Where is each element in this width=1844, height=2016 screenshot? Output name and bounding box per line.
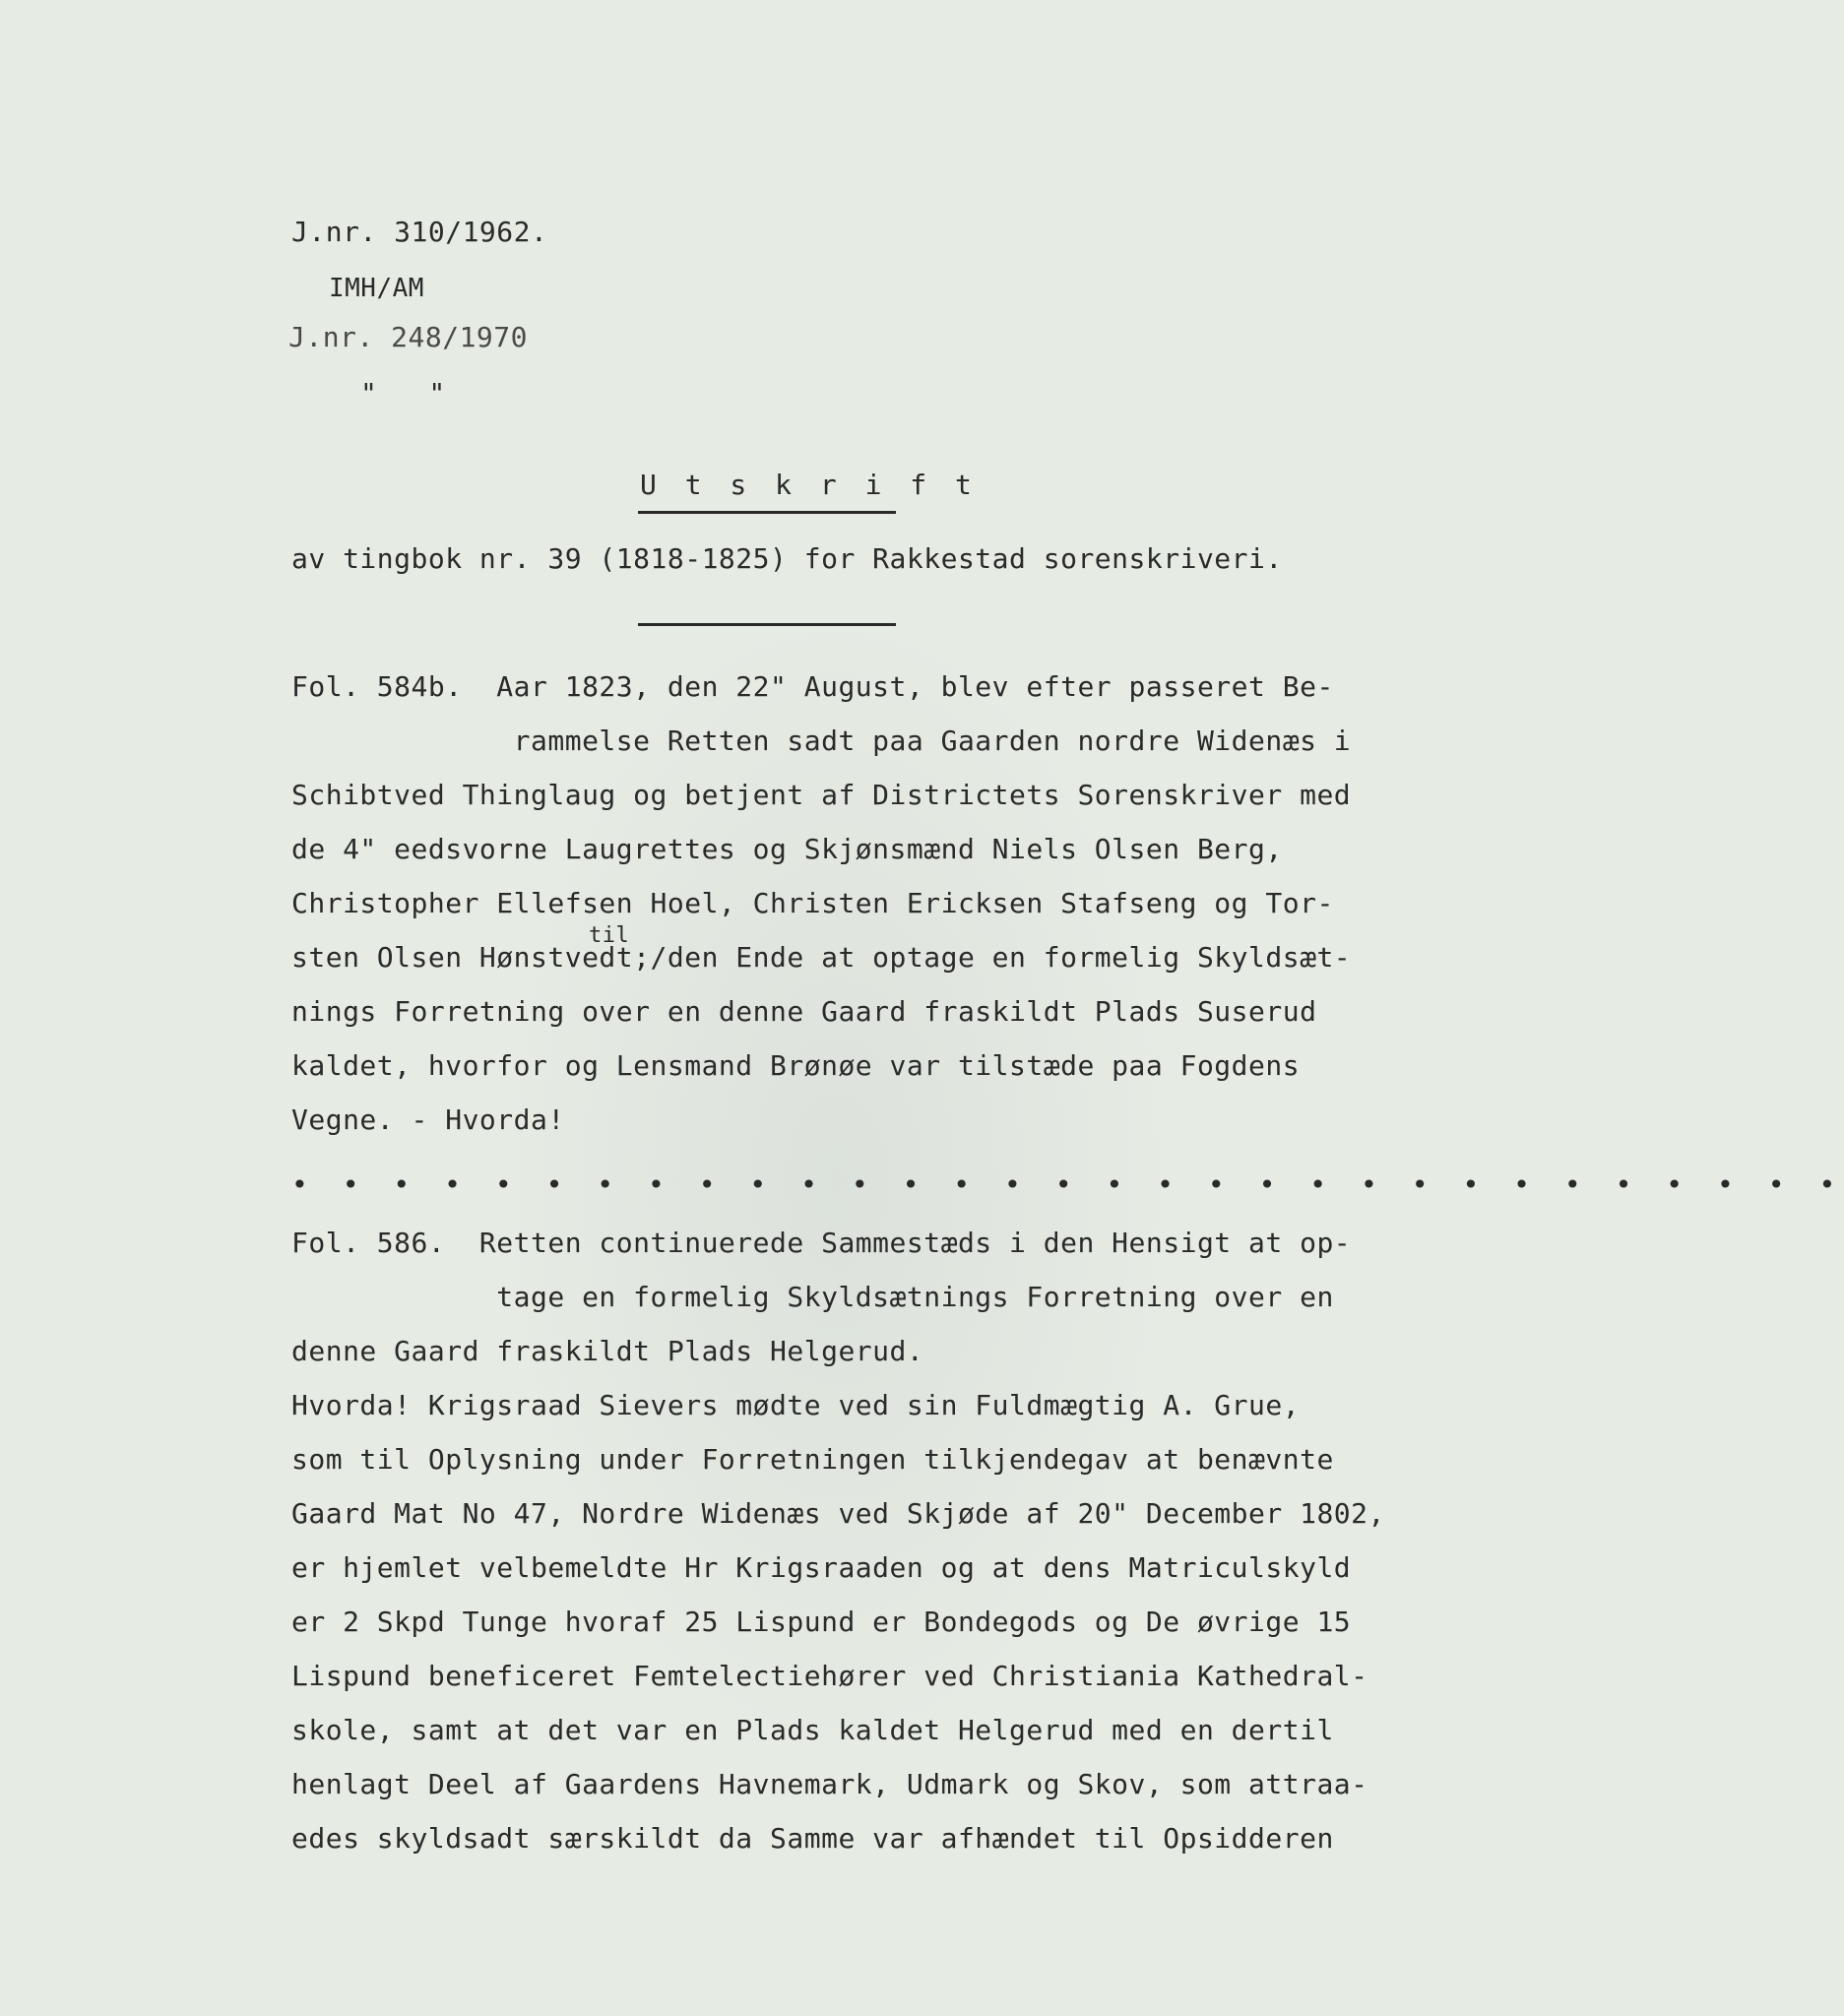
- text-line: Fol. 584b. Aar 1823, den 22" August, blev efter passeret Be-: [291, 670, 1334, 703]
- text-line: Christopher Ellefsen Hoel, Christen Ericksen Stafseng og Tor-: [291, 887, 1334, 919]
- subtitle: av tingbok nr. 39 (1818-1825) for Rakkestad sorenskriveri.: [291, 542, 1283, 575]
- journal-number-1: J.nr. 310/1962.: [291, 216, 548, 248]
- text-line: denne Gaard fraskildt Plads Helgerud.: [291, 1335, 924, 1367]
- initials: IMH/AM: [329, 274, 424, 303]
- journal-number-2: J.nr. 248/1970: [288, 321, 529, 353]
- text-line: er 2 Skpd Tunge hvoraf 25 Lispund er Bondegods og De øvrige 15: [291, 1606, 1352, 1638]
- text-line: Vegne. - Hvorda!: [291, 1103, 565, 1136]
- text-line: som til Oplysning under Forretningen tilkjendegav at benævnte: [291, 1443, 1334, 1476]
- text-line: tage en formelig Skyldsætnings Forretning over en: [291, 1281, 1334, 1313]
- separator-dots: • • • • • • • • • • • • • • • • • • • • • • • • • • • • • • •: [291, 1168, 1844, 1201]
- text-line: skole, samt at det var en Plads kaldet Helgerud med en dertil: [291, 1714, 1334, 1746]
- text-line: henlagt Deel af Gaardens Havnemark, Udmark og Skov, som attraa-: [291, 1768, 1368, 1800]
- text-line: edes skyldsadt særskildt da Samme var afhændet til Opsidderen: [291, 1822, 1334, 1855]
- ditto-marks: " ": [360, 377, 446, 410]
- text-line: er hjemlet velbemeldte Hr Krigsraaden og at dens Matriculskyld: [291, 1551, 1352, 1584]
- text-line: kaldet, hvorfor og Lensmand Brønøe var tilstæde paa Fogdens: [291, 1049, 1301, 1082]
- text-line: Hvorda! Krigsraad Sievers mødte ved sin Fuldmægtig A. Grue,: [291, 1389, 1301, 1421]
- title-underline: [638, 511, 896, 514]
- interlinear-insertion: til: [589, 923, 630, 948]
- text-line: Schibtved Thinglaug og betjent af Districtets Sorenskriver med: [291, 779, 1352, 811]
- text-line: nings Forretning over en denne Gaard fraskildt Plads Suserud: [291, 995, 1317, 1028]
- text-line: Lispund beneficeret Femtelectiehører ved Christiania Kathedral-: [291, 1660, 1368, 1692]
- text-line: sten Olsen Hønstvedt;/den Ende at optage en formelig Skyldsæt-: [291, 941, 1352, 974]
- text-line: Gaard Mat No 47, Nordre Widenæs ved Skjøde af 20" December 1802,: [291, 1497, 1385, 1530]
- text-line: Fol. 586. Retten continuerede Sammestæds i den Hensigt at op-: [291, 1227, 1352, 1259]
- subtitle-rule: [638, 623, 896, 626]
- text-line: rammelse Retten sadt paa Gaarden nordre Widenæs i: [291, 724, 1352, 757]
- document-title: U t s k r i f t: [640, 469, 978, 501]
- text-line: de 4" eedsvorne Laugrettes og Skjønsmænd Niels Olsen Berg,: [291, 833, 1283, 865]
